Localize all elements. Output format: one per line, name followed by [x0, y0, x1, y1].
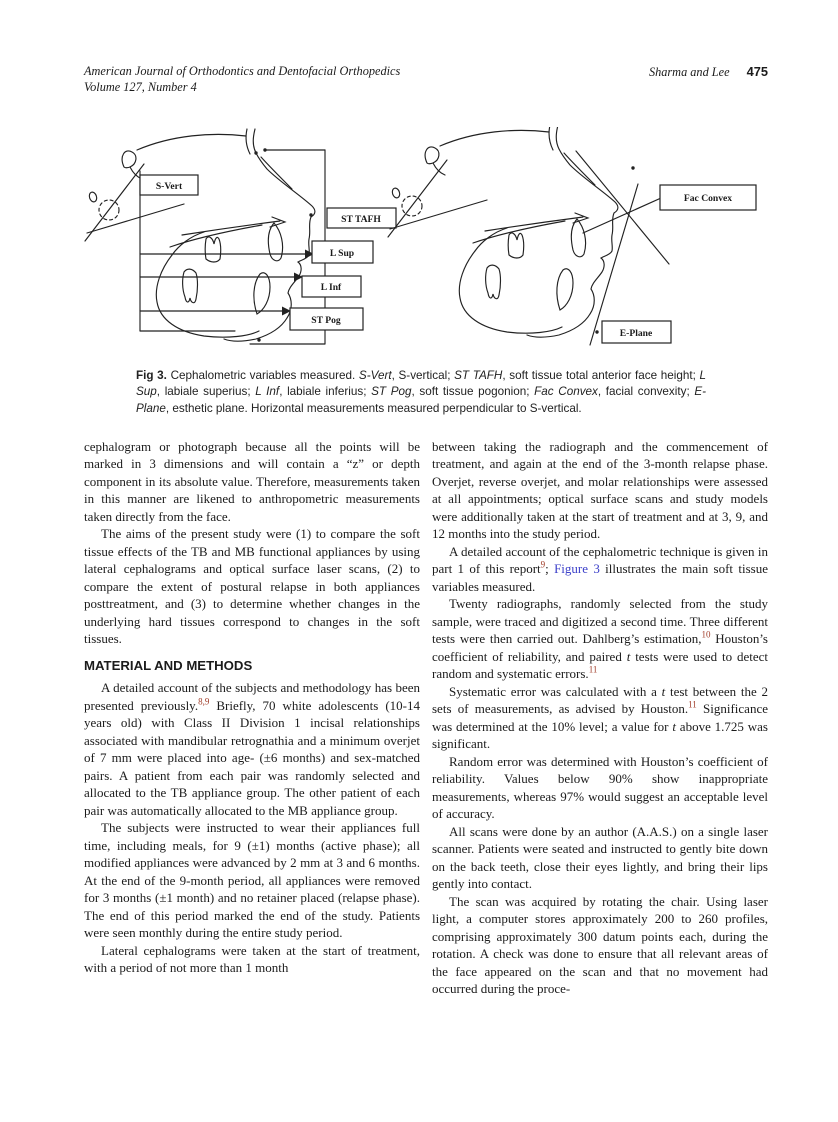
running-authors: Sharma and Lee: [648, 65, 730, 79]
text-run: between taking the radiograph and the commencement of treatment, and again at the end of the 3-month relapse phase. Overjet, reverse overjet, and molar relationships were assessed at all appointments; optical surface scans and study models were additionally taken at the start of treatment and at 3, 9, and 12 months into the study period.: [432, 438, 768, 542]
text-run: L Inf: [255, 385, 280, 399]
text-run: Cephalometric variables measured.: [166, 369, 359, 382]
figure-caption: [136, 368, 706, 417]
label-s-vert: [140, 175, 198, 195]
paragraph: [432, 595, 768, 683]
text-run: , S-vertical;: [391, 369, 455, 382]
text-run: Briefly, 70 white adolescents (10-14 years old) with Class II Division 1 incisal relationships associated with mandibular retrognathia and a minimum overjet of 7 mm were placed into age- (±6 months) and sex-matched pairs. A patient from each pair was randomly selected and allocated to the TB appliance group. The other patient of each pair was automatically allocated to the MB appliance group.: [84, 697, 420, 818]
text-run: S-Vert: [358, 369, 392, 382]
paragraph: [432, 543, 768, 596]
text-run: t: [626, 648, 631, 664]
text-run: ST Pog: [371, 385, 412, 399]
text-run: , labiale superius;: [156, 385, 256, 399]
text-run: , esthetic plane. Horizontal measurements measured perpendicular to S-vertical.: [165, 401, 582, 415]
text-run: , facial convexity;: [597, 385, 695, 399]
text-run: t: [661, 683, 666, 699]
label-l-sup-text: L Sup: [329, 248, 355, 259]
paragraph: [432, 823, 768, 893]
label-s-vert-text: S-Vert: [155, 181, 183, 192]
text-run: Fac Convex: [534, 385, 598, 399]
figure-link[interactable]: Figure 3: [554, 561, 600, 577]
label-st-pog-text: ST Pog: [311, 315, 341, 326]
left-column: [84, 438, 420, 998]
right-column: [432, 438, 768, 998]
text-run: illustrates the main soft tissue variables measured.: [432, 561, 768, 594]
paragraph: [432, 683, 768, 753]
label-st-tafh: [327, 208, 396, 228]
label-l-inf: [302, 276, 361, 297]
paragraph: [84, 942, 420, 977]
text-run: , soft tissue pogonion;: [411, 385, 535, 399]
text-run: cephalogram or photograph because all the points will be marked in 3 dimensions and will contain a “z” or depth component in its absolute value. Therefore, measurements taken in this manner are likened to anthropometric measurements taken directly from the face.: [84, 438, 420, 524]
label-fac-convex-text: Fac Convex: [683, 193, 733, 204]
measurement-lines: [140, 250, 314, 316]
text-run: Significance was determined at the 10% level; a value for: [432, 701, 768, 734]
paragraph: [84, 819, 420, 942]
text-run: L Sup: [136, 369, 706, 399]
reference-superscript[interactable]: 11: [588, 665, 598, 676]
page-header: [84, 64, 768, 95]
text-run: Random error was determined with Houston’s coefficient of reliability. Values below 90% show inappropriate measurements, whereas 97% would suggest an acceptable level of accuracy.: [432, 753, 768, 822]
facial-convexity-lines: [576, 151, 670, 264]
label-e-plane-text: E-Plane: [619, 328, 653, 339]
figure-3-image: [84, 127, 760, 351]
reference-superscript[interactable]: 11: [688, 700, 697, 711]
paragraph: [84, 679, 420, 819]
figure-3: [84, 127, 768, 417]
text-run: All scans were done by an author (A.A.S.) on a single laser scanner. Patients were seated and instructed to gently bite down on the back teeth, close their eyes lightly, and bring their lips gently into contact.: [432, 823, 768, 892]
header-left: [84, 64, 400, 95]
text-run: The aims of the present study were (1) to compare the soft tissue effects of the TB and MB functional appliances by using lateral cephalograms and optical surface laser scans, (2) to compare the extent of postural relapse in both appliances posttreatment, and (3) to determine whether changes in the underlying hard tissues correspond to changes in the soft tissues.: [84, 526, 420, 647]
reference-superscript[interactable]: 8,9: [198, 696, 210, 707]
label-l-inf-text: L Inf: [320, 282, 342, 293]
text-run: ST TAFH: [454, 369, 503, 382]
body-columns: [84, 438, 768, 998]
paragraph: [432, 753, 768, 823]
label-st-pog: [290, 308, 363, 330]
label-l-sup: [312, 241, 373, 263]
text-run: Houston’s coefficient of reliability, and paired: [432, 631, 768, 664]
text-run: The scan was acquired by rotating the chair. Using laser light, a computer stores approximately 200 to 260 profiles, comprising approximately 300 datum points each, during the rotation. A check was done to ensure that all relevant areas of the face appeared on the scan and that no movement had occurred during the proce-: [432, 893, 768, 997]
label-e-plane: [602, 321, 671, 343]
text-run: tests were used to detect random and systematic errors.: [432, 648, 769, 682]
text-run: E-Plane: [136, 385, 707, 415]
text-run: Lateral cephalograms were taken at the start of treatment, with a period of not more than 1 month: [84, 942, 420, 976]
header-right: [649, 64, 768, 81]
text-run: , soft tissue total anterior face height;: [502, 369, 700, 382]
text-run: The subjects were instructed to wear their appliances full time, including meals, for 9 (±1) months (active phase); all modified appliances were advanced by 2 mm at 3 and 6 months. At the end of the 9-month period, all appliances were removed for 3 months (±1 month) and no retainer placed (relapse phase). The end of this period marked the end of the study. Patients were seen monthly during the entire study period.: [84, 820, 420, 941]
text-run: Systematic error was calculated with a: [449, 683, 662, 699]
page-number: 475: [746, 64, 768, 79]
text-run: Twenty radiographs, randomly selected from the study sample, were traced and digitized a second time. Three different tests were then carried out. Dahlberg’s estimation,: [432, 596, 768, 647]
paragraph: [84, 438, 420, 526]
reference-superscript[interactable]: 10: [701, 630, 711, 641]
journal-issue: Volume 127, Number 4: [84, 79, 197, 94]
paragraph: [432, 893, 768, 998]
paragraph: [432, 438, 768, 543]
text-run: test between the 2 sets of measurements, as advised by Houston.: [432, 683, 768, 717]
paragraph: [84, 525, 420, 648]
text-run: A detailed account of the subjects and methodology has been presented previously.: [84, 680, 420, 713]
reference-superscript[interactable]: 9: [540, 560, 546, 571]
text-run: above 1.725 was significant.: [432, 718, 768, 752]
section-heading: MATERIAL AND METHODS: [84, 657, 253, 673]
text-run: Fig 3.: [136, 369, 167, 382]
text-run: A detailed account of the cephalometric technique is given in part 1 of this report: [432, 543, 768, 577]
text-run: ;: [545, 561, 555, 577]
label-st-tafh-text: ST TAFH: [341, 214, 381, 225]
text-run: t: [672, 718, 676, 734]
text-run: , labiale inferius;: [279, 385, 372, 399]
label-fac-convex: [660, 185, 756, 210]
journal-title: American Journal of Orthodontics and Dentofacial Orthopedics: [84, 64, 401, 78]
